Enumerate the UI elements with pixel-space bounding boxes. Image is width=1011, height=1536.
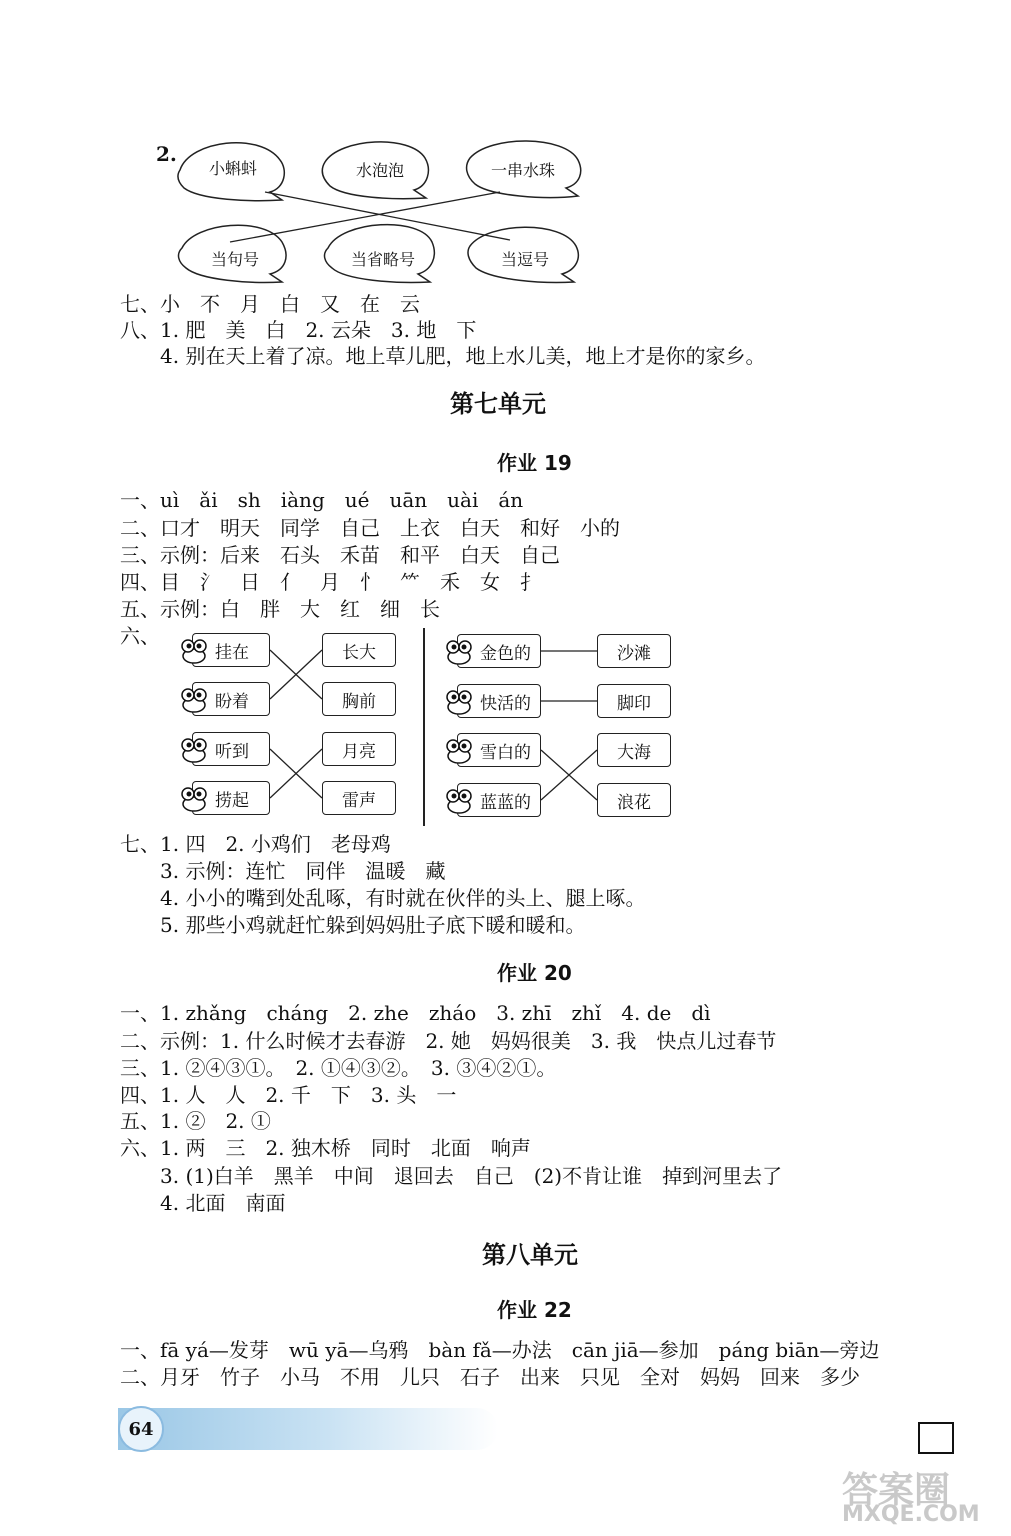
- verb-box: [192, 633, 270, 667]
- adj-label: 金色的: [480, 643, 531, 664]
- answer-line: 4. 别在天上着了凉。地上草儿肥，地上水儿美，地上才是你的家乡。: [120, 344, 766, 368]
- verb-box: [192, 781, 270, 815]
- adj-label: 雪白的: [480, 742, 531, 763]
- frog-icon: [444, 687, 474, 717]
- frog-icon: [179, 636, 209, 666]
- answer-line: 一、1. zhǎng cháng 2. zhe zháo 3. zhī zhǐ 4. de dì: [120, 1001, 711, 1025]
- noun-box: 长大: [322, 633, 396, 667]
- verb-label: 挂在: [215, 642, 249, 663]
- frog-icon: [444, 786, 474, 816]
- noun-box: 月亮: [322, 732, 396, 766]
- page-footer-bar: [118, 1408, 498, 1450]
- answer-line: 二、口才 明天 同学 自己 上衣 白天 和好 小的: [120, 516, 620, 540]
- leaf-top-2: 水泡泡: [355, 161, 404, 180]
- frog-icon: [179, 784, 209, 814]
- noun-box: 雷声: [322, 781, 396, 815]
- frog-icon: [444, 637, 474, 667]
- adj-box: [457, 783, 541, 817]
- watermark-logo: 答案圈: [842, 1470, 951, 1511]
- section-label: 六、: [120, 624, 160, 648]
- unit-title: 第八单元: [482, 1241, 578, 1269]
- leaf-top-1: 小蝌蚪: [208, 159, 257, 178]
- checkbox-square: [918, 1422, 954, 1454]
- frog-icon: [444, 736, 474, 766]
- adj-box: [457, 634, 541, 668]
- leaf-question-prefix: 2.: [156, 142, 177, 166]
- verb-label: 盼着: [215, 691, 249, 712]
- leaf-bottom-1: 当句号: [210, 250, 259, 269]
- answer-line: 4. 小小的嘴到处乱啄，有时就在伙伴的头上、腿上啄。: [120, 886, 646, 910]
- noun-box: 胸前: [322, 682, 396, 716]
- noun-box: 浪花: [597, 783, 671, 817]
- adj-label: 蓝蓝的: [480, 792, 531, 813]
- homework-title: 作业 20: [497, 961, 572, 985]
- frog-icon: [179, 735, 209, 765]
- verb-label: 听到: [215, 741, 249, 762]
- answer-line: 八、1. 肥 美 白 2. 云朵 3. 地 下: [120, 318, 477, 342]
- leaf-bottom-2: 当省略号: [350, 250, 415, 269]
- answer-line: 4. 北面 南面: [120, 1191, 286, 1215]
- answer-line: 三、示例：后来 石头 禾苗 和平 白天 自己: [120, 543, 560, 567]
- noun-box: 脚印: [597, 684, 671, 718]
- answer-line: 二、示例：1. 什么时候才去春游 2. 她 妈妈很美 3. 我 快点儿过春节: [120, 1029, 777, 1053]
- answer-line: 三、1. ②④③①。 2. ①④③②。 3. ③④②①。: [120, 1056, 557, 1080]
- answer-line: 五、1. ② 2. ①: [120, 1109, 271, 1133]
- answer-line: 六、1. 两 三 2. 独木桥 同时 北面 响声: [120, 1136, 531, 1160]
- verb-box: [192, 682, 270, 716]
- answer-line: 四、目 氵 日 亻 月 忄 ⺮ 禾 女 扌: [120, 570, 540, 594]
- answer-line: 3. 示例：连忙 同伴 温暖 藏: [120, 859, 446, 883]
- answer-line: 二、月牙 竹子 小马 不用 儿只 石子 出来 只见 全对 妈妈 回来 多少: [120, 1365, 860, 1389]
- noun-box: 大海: [597, 733, 671, 767]
- unit-title: 第七单元: [450, 390, 546, 418]
- answer-line: 一、fā yá—发芽 wū yā—乌鸦 bàn fǎ—办法 cān jiā—参加 páng biān—旁边: [120, 1338, 880, 1362]
- noun-box: 沙滩: [597, 634, 671, 668]
- adj-box: [457, 733, 541, 767]
- answer-line: 七、1. 四 2. 小鸡们 老母鸡: [120, 832, 391, 856]
- frog-icon: [179, 685, 209, 715]
- page-number: 64: [118, 1406, 164, 1452]
- homework-title: 作业 19: [497, 451, 572, 475]
- answer-line: 5. 那些小鸡就赶忙躲到妈妈肚子底下暖和暖和。: [120, 913, 586, 937]
- answer-line: 五、示例：白 胖 大 红 细 长: [120, 597, 440, 621]
- leaf-bottom-3: 当逗号: [500, 250, 549, 269]
- verb-label: 捞起: [215, 790, 249, 811]
- adj-box: [457, 684, 541, 718]
- answer-line: 3. (1)白羊 黑羊 中间 退回去 自己 (2)不肯让谁 掉到河里去了: [120, 1164, 783, 1188]
- adj-label: 快活的: [480, 693, 531, 714]
- watermark-url: MXQE.COM: [842, 1502, 980, 1527]
- answer-line: 四、1. 人 人 2. 千 下 3. 头 一: [120, 1083, 457, 1107]
- homework-title: 作业 22: [497, 1298, 572, 1322]
- verb-box: [192, 732, 270, 766]
- answer-line: 七、小 不 月 白 又 在 云: [120, 292, 420, 316]
- leaf-top-3: 一串水珠: [490, 161, 555, 180]
- answer-line: 一、uì ǎi sh iàng ué uān uài án: [120, 488, 524, 512]
